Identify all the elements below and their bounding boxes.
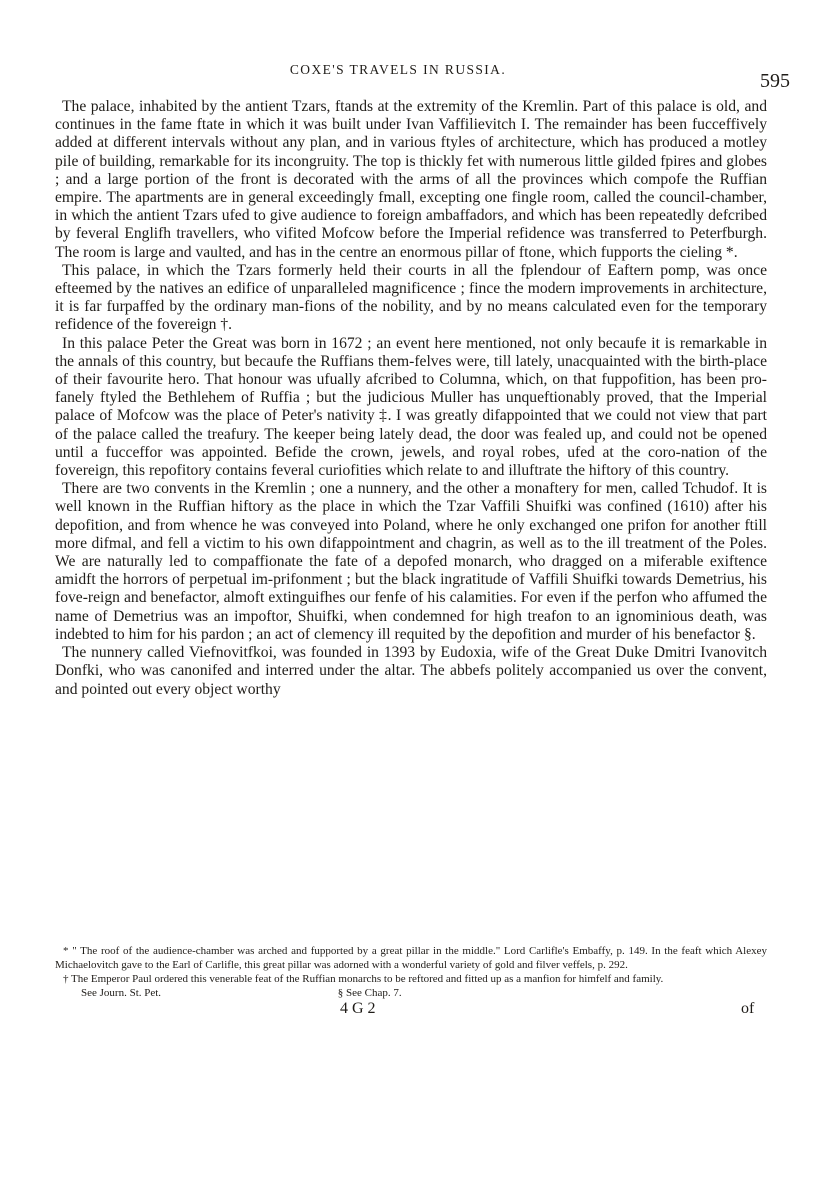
body-text: [55, 98, 767, 699]
footnotes: [55, 944, 767, 1000]
catchword: of: [741, 1000, 755, 1017]
page-header: [0, 62, 823, 92]
page-footer: [0, 1000, 823, 1022]
footnote-references: [55, 986, 767, 1000]
footnote-reference: See Journ. St. Pet.: [81, 987, 162, 999]
paragraph: The nunnery called Viefnovitfkoi, was founded in 1393 by Eudoxia, wife of the Great Duke Dmitri Ivanovitch Donfki, who was canonifed and interred under the altar. The abbefs politely accompanied us over the convent, and pointed out every object worthy: [55, 644, 767, 698]
paragraph: This palace, in which the Tzars formerly held their courts in all the fplendour of Eaftern pomp, was once efteemed by the natives an edifice of unparalleled magnificence ; fince the modern improvements in architecture, it is far furpaffed by the ordinary man-fions of the nobility, and by no means calculated even for the temporary refidence of the fovereign †.: [55, 261, 767, 334]
running-head: COXE'S TRAVELS IN RUSSIA.: [289, 62, 507, 77]
signature-mark: 4 G 2: [340, 1000, 376, 1017]
footnote: * " The roof of the audience-chamber was arched and fupported by a great pillar in the middle." Lord Carlifle's Embaffy, p. 149. In the feaft which Alexey Michaelovitch gave to the Earl of Carlifle, this great pillar was adorned with a wonderful variety of gold and filver veffels, p. 292.: [55, 945, 767, 971]
page-number: 595: [760, 70, 790, 92]
footnote: † The Emperor Paul ordered this venerable feat of the Ruffian monarchs to be reftored and fitted up as a manfion for himfelf and family.: [63, 973, 664, 985]
paragraph: In this palace Peter the Great was born in 1672 ; an event here mentioned, not only becaufe it is remarkable in the annals of this country, but becaufe the Ruffians them-felves were, till lately, unacquainted with the birth-place of their favourite hero. That honour was ufually afcribed to Columna, which, on that fuppofition, has been pro-fanely ftyled the Bethlehem of Ruffia ; but the judicious Muller has unqueftionably proved, that the Imperial palace of Mofcow was the place of Peter's nativity ‡. I was greatly difappointed that we could not view that part of the palace called the treafury. The keeper being lately dead, the door was fealed up, and could not be opened until a fucceffor was appointed. Befide the crown, jewels, and royal robes, ufed at the coro-nation of the fovereign, this repofitory contains feveral curiofities which relate to and illuftrate the hiftory of this country.: [55, 334, 767, 480]
paragraph: There are two convents in the Kremlin ; one a nunnery, and the other a monaftery for men, called Tchudof. It is well known in the Ruffian hiftory as the place in which the Tzar Vaffili Shuifki was confined (1610) after his depofition, and from whence he was conveyed into Poland, where he only exchanged one prifon for another ftill more difmal, and fell a victim to his own difappointment and chagrin, as well as to the ill treatment of the Poles. We are naturally led to compaffionate the fate of a depofed monarch, who dragged on a miferable exiftence amidft the horrors of perpetual im-prifonment ; but the black ingratitude of Vaffili Shuifki towards Demetrius, his fove-reign and benefactor, almoft extinguifhes our fenfe of his calamities. For even if the perfon who affumed the name of Demetrius was an impoftor, Shuifki, when condemned for high treafon to an ignominious death, was indebted to him for his pardon ; an act of clemency ill requited by the depofition and murder of his benefactor §.: [55, 480, 767, 643]
footnote-reference: § See Chap. 7.: [337, 987, 402, 999]
paragraph: The palace, inhabited by the antient Tzars, ftands at the extremity of the Kremlin. Part of this palace is old, and continues in the fame ftate in which it was built under Ivan Vaffilievitch I. The remainder has been fucceffively added at different intervals without any plan, and in various ftyles of architecture, which has produced a motley pile of building, remarkable for its incongruity. The top is thickly fet with numerous little gilded fpires and globes ; and a large portion of the front is decorated with the arms of all the provinces which compofe the Ruffian empire. The apartments are in general exceedingly fmall, excepting one fingle room, called the council-chamber, in which the antient Tzars ufed to give audience to foreign ambaffadors, and which has been repeatedly defcribed by feveral Englifh travellers, who vifited Mofcow before the Imperial refidence was transferred to Peterfburgh. The room is large and vaulted, and has in the centre an enormous pillar of ftone, which fupports the cieling *.: [55, 98, 767, 261]
